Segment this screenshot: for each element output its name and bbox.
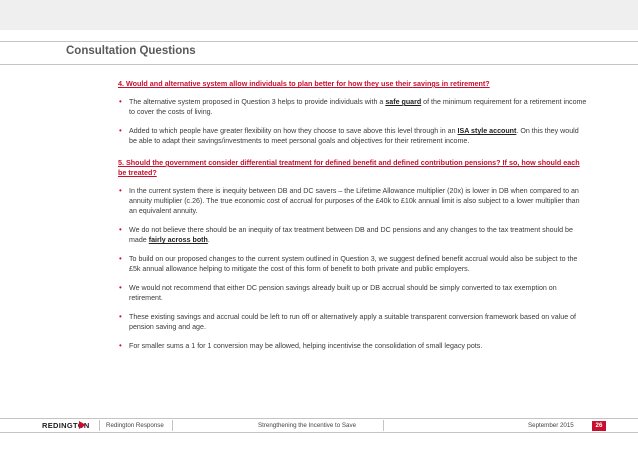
bullet-marker: • <box>119 97 122 106</box>
redington-logo: REDINGTON <box>42 421 90 430</box>
bullet-marker: • <box>119 283 122 292</box>
answer-text: For smaller sums a 1 for 1 conversion may be allowed, helping incentivise the consolidation of small legacy pots. <box>129 342 483 350</box>
answer-text: In the current system there is inequity between DB and DC savers – the Lifetime Allowance multiplier (20x) is lower in DB when compared to an annuity multiplier (c.26). The true economic cost of accrual for purposes of the £40k to £10k annual limit is also subject to a lower multiplier than an equivalent annuity. <box>129 187 580 215</box>
page-title: Consultation Questions <box>66 45 196 57</box>
title-divider-top <box>0 41 638 42</box>
answer-emphasis: safe guard <box>385 98 422 106</box>
answer-bullet <box>118 97 588 117</box>
answer-text: . On this they would be able to adapt their savings/investments to meet personal goals and objectives for their retirement income. <box>129 127 579 145</box>
answer-bullet <box>118 283 588 303</box>
answer-bullet <box>118 126 588 146</box>
bullet-marker: • <box>119 341 122 350</box>
answer-text: The alternative system proposed in Question 3 helps to provide individuals with a <box>129 98 386 106</box>
footer-date: September 2015 <box>528 422 574 429</box>
question-5-answers <box>118 186 588 351</box>
answer-text: To build on our proposed changes to the current system outlined in Question 3, we suggest defined benefit accrual would also be subject to the £5k annual allowance helping to mitigate the cost of this form of benefit to both private and public employers. <box>129 255 578 273</box>
footer-document-label: Redington Response <box>106 422 164 429</box>
answer-emphasis: fairly across both <box>148 236 208 244</box>
answer-bullet <box>118 341 588 351</box>
question-4-heading: 4. Would and alternative system allow individuals to plan better for how they use their savings in retirement? <box>118 79 490 88</box>
answer-bullet <box>118 312 588 332</box>
answer-text: Added to which people have greater flexibility on how they choose to save above this level through in an <box>129 127 458 135</box>
footer-separator <box>99 420 100 431</box>
bullet-marker: • <box>119 312 122 321</box>
bullet-marker: • <box>119 225 122 234</box>
page-number: 26 <box>592 421 606 431</box>
answer-text: We do not believe there should be an inequity of tax treatment between DB and DC pensions and any changes to the tax treatment should be made <box>129 226 573 244</box>
footer-separator <box>172 420 173 431</box>
bullet-marker: • <box>119 254 122 263</box>
content-body <box>118 79 588 360</box>
answer-text: . <box>207 236 210 244</box>
answer-text: These existing savings and accrual could be left to run off or alternatively apply a suitable transparent conversion framework based on value of pension saving and age. <box>129 313 577 331</box>
top-band <box>0 0 638 30</box>
question-4-answers <box>118 97 588 146</box>
answer-bullet <box>118 254 588 274</box>
answer-bullet <box>118 186 588 216</box>
question-5-heading: 5. Should the government consider differential treatment for defined benefit and defined contribution pensions? If so, how should each be treated? <box>118 158 580 177</box>
footer-separator <box>383 420 384 431</box>
footer-report-title: Strengthening the Incentive to Save <box>258 422 357 429</box>
footer-divider-top <box>0 418 638 419</box>
title-divider-bottom <box>0 64 638 65</box>
bullet-marker: • <box>119 186 122 195</box>
answer-text: We would not recommend that either DC pension savings already built up or DB accrual should be simply converted to tax exemption on retirement. <box>129 284 557 302</box>
answer-emphasis: ISA style account <box>457 127 517 135</box>
answer-text: of the minimum requirement for a retirement income to cover the costs of living. <box>129 98 587 116</box>
footer-divider-bottom <box>0 432 638 433</box>
bullet-marker: • <box>119 126 122 135</box>
logo-arrow-icon <box>79 421 86 429</box>
answer-bullet <box>118 225 588 245</box>
